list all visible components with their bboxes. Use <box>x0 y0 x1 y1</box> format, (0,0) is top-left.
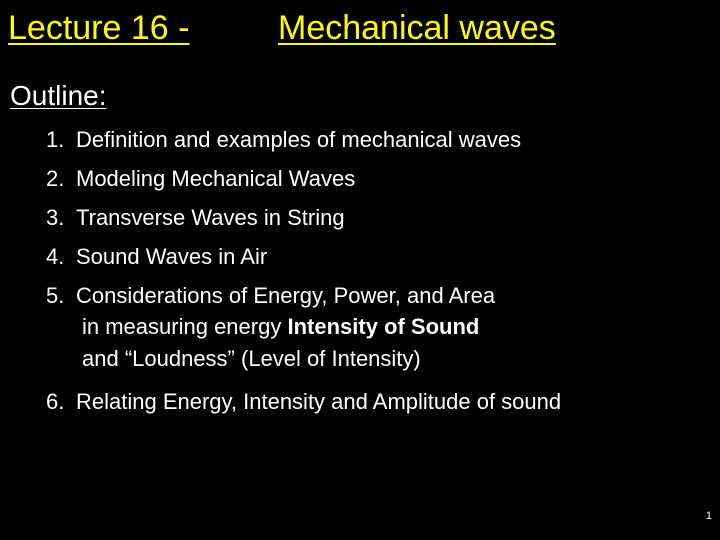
outline-item-number: 4. <box>46 244 65 269</box>
intensity-of-sound-emphasis: Intensity of Sound <box>287 314 480 339</box>
outline-item-number: 5. <box>46 283 65 308</box>
outline-item-6 <box>46 382 706 421</box>
outline-item-5-line2-text: in measuring energy <box>82 314 282 339</box>
outline-item-number: 6. <box>46 389 65 414</box>
outline-item-text: Definition and examples of mechanical waves <box>76 127 522 152</box>
outline-list <box>46 120 706 421</box>
outline-item-text: Transverse Waves in String <box>76 205 345 230</box>
outline-item-5-line3: and “Loudness” (Level of Intensity) <box>82 346 421 371</box>
outline-item-text: Relating Energy, Intensity and Amplitude of sound <box>76 389 562 414</box>
outline-item-2 <box>46 159 706 198</box>
outline-item-number: 3. <box>46 205 65 230</box>
outline-item-number: 1. <box>46 127 65 152</box>
outline-item-text: Modeling Mechanical Waves <box>76 166 356 191</box>
outline-item-5-continuation <box>46 311 706 343</box>
outline-item-text: Sound Waves in Air <box>76 244 268 269</box>
outline-item-3 <box>46 198 706 237</box>
outline-item-text: Considerations of Energy, Power, and Area <box>76 283 496 308</box>
outline-item-number: 2. <box>46 166 65 191</box>
outline-heading: Outline: <box>10 80 107 111</box>
slide-title-topic: Mechanical waves <box>278 9 556 47</box>
slide-title-lecture: Lecture 16 - <box>8 9 190 47</box>
outline-item-1 <box>46 120 706 159</box>
outline-item-5 <box>46 276 706 315</box>
page-number: 1 <box>705 510 712 522</box>
outline-item-4 <box>46 237 706 276</box>
